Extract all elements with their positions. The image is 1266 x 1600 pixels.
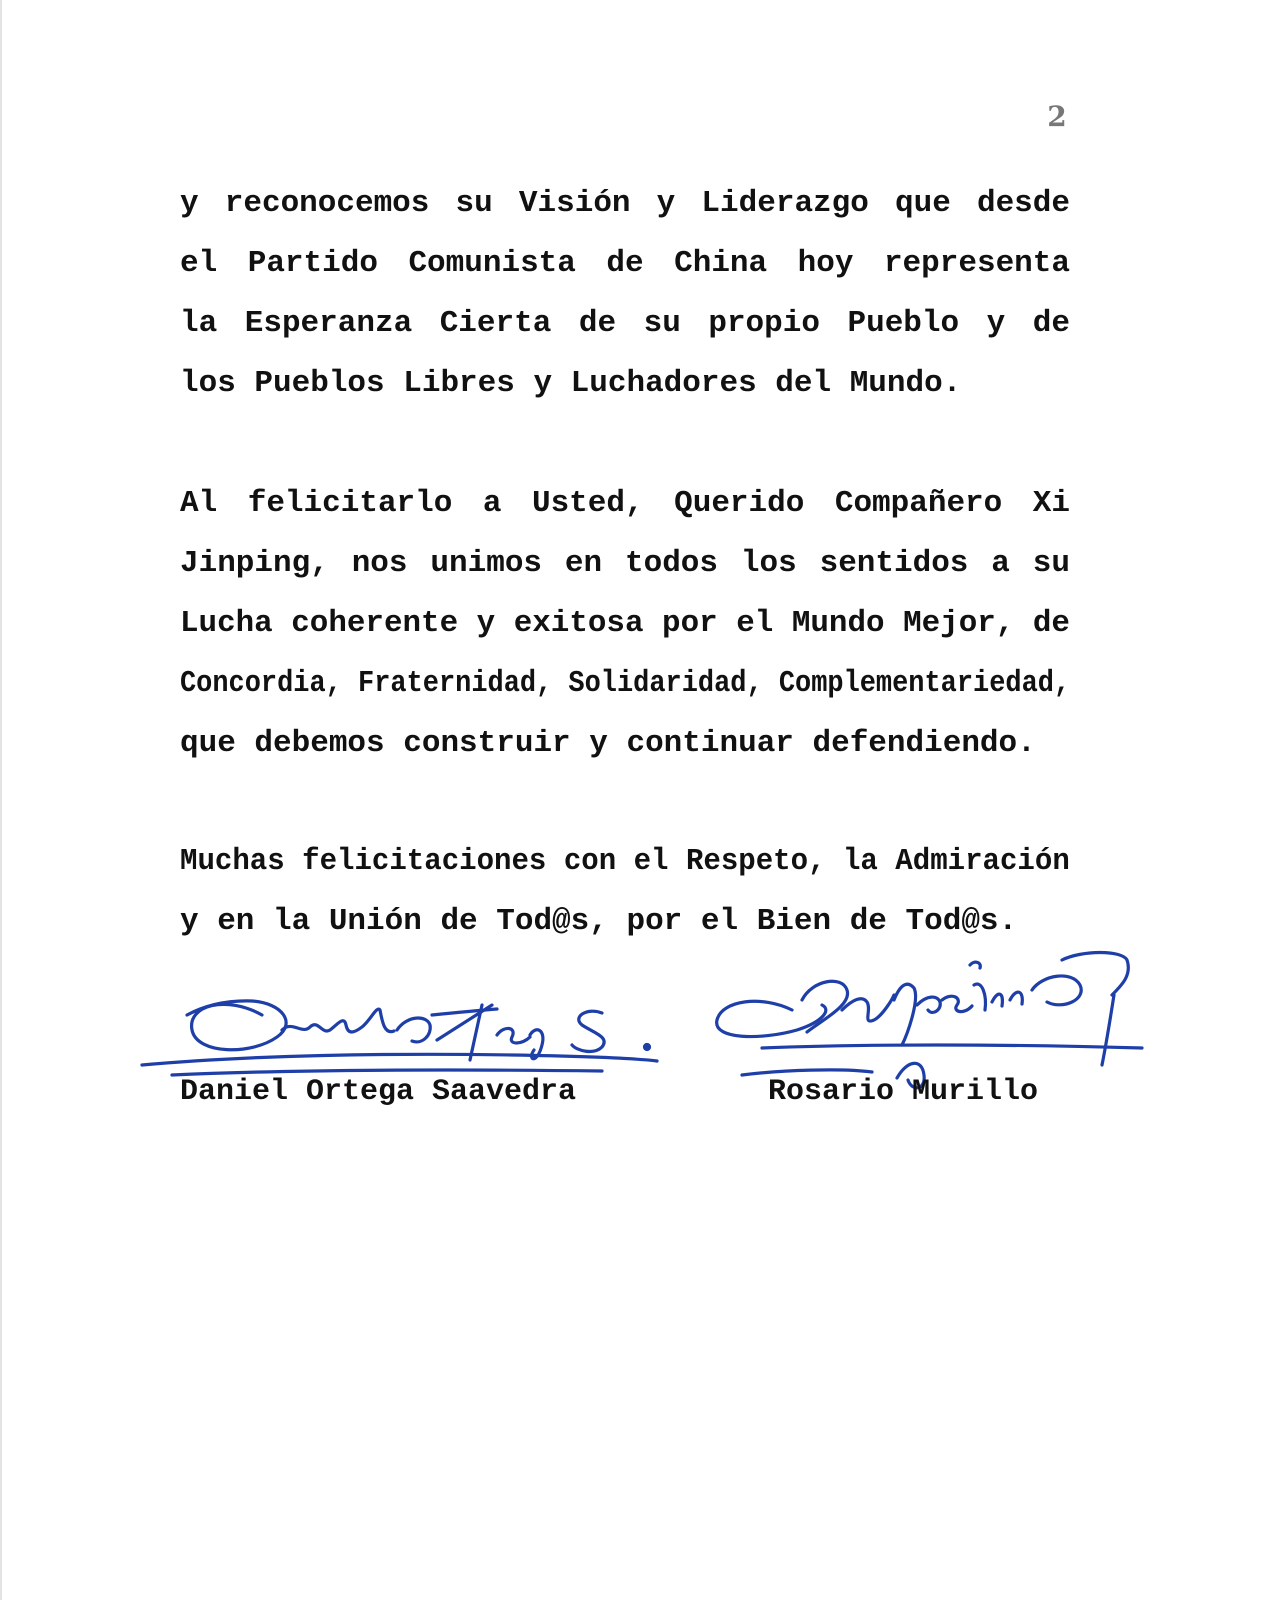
text-line: Muchas felicitaciones con el Respeto, la Admiración bbox=[180, 844, 1070, 879]
text-line: Concordia, Fraternidad, Solidaridad, Complementariedad, bbox=[180, 666, 1071, 701]
text-line: los Pueblos Libres y Luchadores del Mundo. bbox=[180, 366, 962, 401]
signatory-name-2: Rosario Murillo bbox=[768, 1075, 1039, 1109]
paragraph-1 bbox=[180, 174, 1070, 414]
text-line: y reconocemos su Visión y Liderazgo que desde bbox=[180, 186, 1070, 221]
text-line: que debemos construir y continuar defendiendo. bbox=[180, 726, 1036, 761]
text-line: Lucha coherente y exitosa por el Mundo Mejor, de bbox=[180, 606, 1070, 641]
signatory-name-1: Daniel Ortega Saavedra bbox=[180, 1075, 577, 1109]
signature-rosario-murillo bbox=[702, 940, 1152, 1090]
text-line: y en la Unión de Tod@s, por el Bien de Tod@s. bbox=[180, 904, 1018, 939]
signature-daniel-ortega bbox=[132, 975, 672, 1085]
page-number: 2 bbox=[1047, 100, 1067, 133]
paragraph-3 bbox=[180, 832, 1070, 952]
paragraph-2 bbox=[180, 474, 1070, 774]
text-line: Jinping, nos unimos en todos los sentidos a su bbox=[180, 546, 1070, 581]
text-line: la Esperanza Cierta de su propio Pueblo y de bbox=[180, 306, 1070, 341]
text-line: el Partido Comunista de China hoy representa bbox=[180, 246, 1070, 281]
text-line: Al felicitarlo a Usted, Querido Compañero Xi bbox=[180, 486, 1070, 521]
